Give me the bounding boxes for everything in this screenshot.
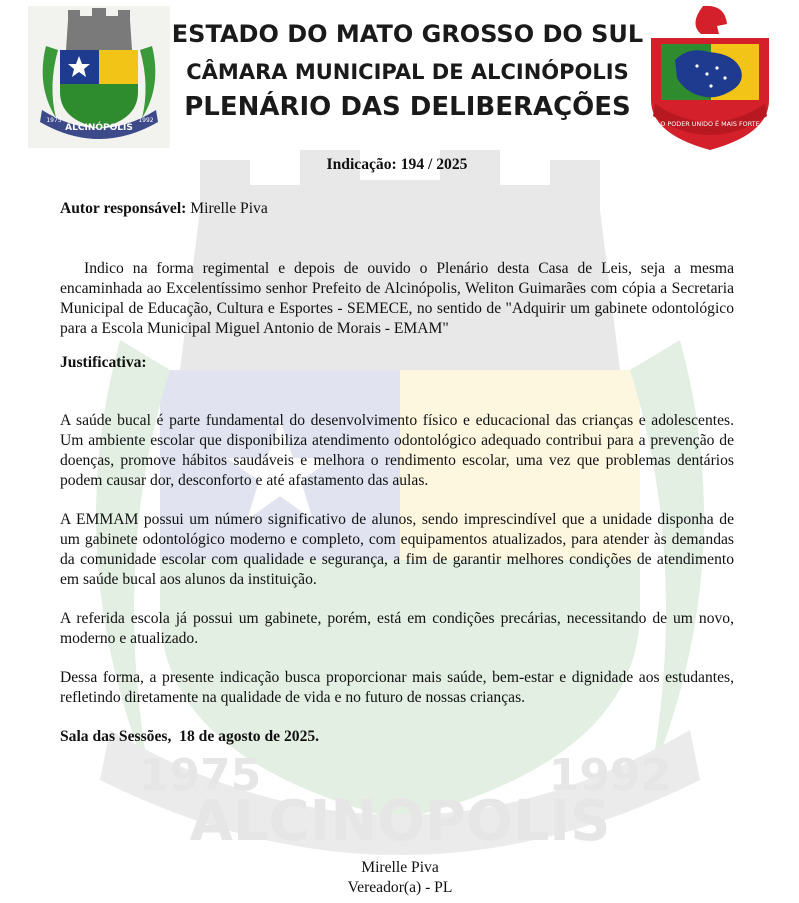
indicacao-heading: [60, 155, 734, 175]
author-label: Autor responsável:: [60, 200, 187, 217]
justification-paragraph-1: A saúde bucal é parte fundamental do desenvolvimento físico e educacional das crianças e adolescentes. Um ambiente escolar que disponibiliza atendimento odontológico adequado contribui para a prevenção de doenças, promove hábitos saudáveis e melhora o rendimento escolar, uma vez que problemas dentários podem causar dor, desconforto e até afastamento das aulas.: [60, 412, 734, 489]
justification-paragraph-4: Dessa forma, a presente indicação busca proporcionar mais saúde, bem-estar e dignidade aos estudantes, refletindo diretamente na qualidade de vida e no futuro de nossas crianças.: [60, 669, 734, 706]
left-crest-year-left: 1975: [46, 117, 62, 124]
indicacao-label: Indicação:: [326, 156, 397, 173]
closing-line: [60, 727, 734, 747]
justification-paragraph-2: A EMMAM possui um número significativo de alunos, sendo imprescindível que a unidade disponha de um gabinete odontológico moderno e completo, com equipamentos atualizados, para atender às demandas da comunidade escolar com qualidade e segurança, a fim de garantir melhores condições de atendimento em saúde bucal aos alunos da instituição.: [60, 511, 734, 588]
closing-date: 18 de agosto de 2025.: [179, 728, 320, 745]
author-name: Mirelle Piva: [190, 200, 268, 217]
document-body: [60, 155, 734, 747]
indicacao-number: 194 / 2025: [400, 156, 468, 173]
author-line: [60, 199, 734, 219]
justification-paragraph-3: A referida escola já possui um gabinete, porém, está em condições precárias, necessitando de um novo, moderno e atualizado.: [60, 610, 734, 647]
header-plenary-title: PLENÁRIO DAS DELIBERAÇÕES: [184, 92, 631, 122]
party-crest-logo: [645, 4, 775, 154]
watermark-year-right: 1992: [548, 750, 672, 801]
left-crest-text: ALCINÓPOLIS: [65, 123, 133, 133]
left-crest-year-right: 1992: [138, 117, 154, 124]
closing-place: Sala das Sessões,: [60, 728, 172, 745]
justification-heading: Justificativa:: [60, 354, 147, 371]
signature-role: Vereador(a) - PL: [347, 879, 453, 896]
watermark-text: ALCINOPOLIS: [189, 789, 611, 854]
header-chamber-name: CÂMARA MUNICIPAL DE ALCINÓPOLIS: [186, 60, 629, 84]
signature-name: Mirelle Piva: [361, 859, 439, 876]
request-paragraph: Indico na forma regimental e depois de ouvido o Plenário desta Casa de Leis, seja a mesma encaminhada ao Excelentíssimo senhor Prefeito de Alcinópolis, Weliton Guimarães com cópia a Secretaria Municipal de Educação, Cultura e Esportes - SEMECE, no sentido de "Adquirir um gabinete odontológico para a Escola Municipal Miguel Antonio de Morais - EMAM": [60, 260, 734, 337]
header-state-name: ESTADO DO MATO GROSSO DO SUL: [171, 20, 644, 48]
right-crest-motto: O PODER UNIDO É MAIS FORTE: [660, 120, 760, 128]
watermark-year-left: 1975: [138, 750, 262, 801]
municipal-crest-logo: [28, 6, 170, 148]
